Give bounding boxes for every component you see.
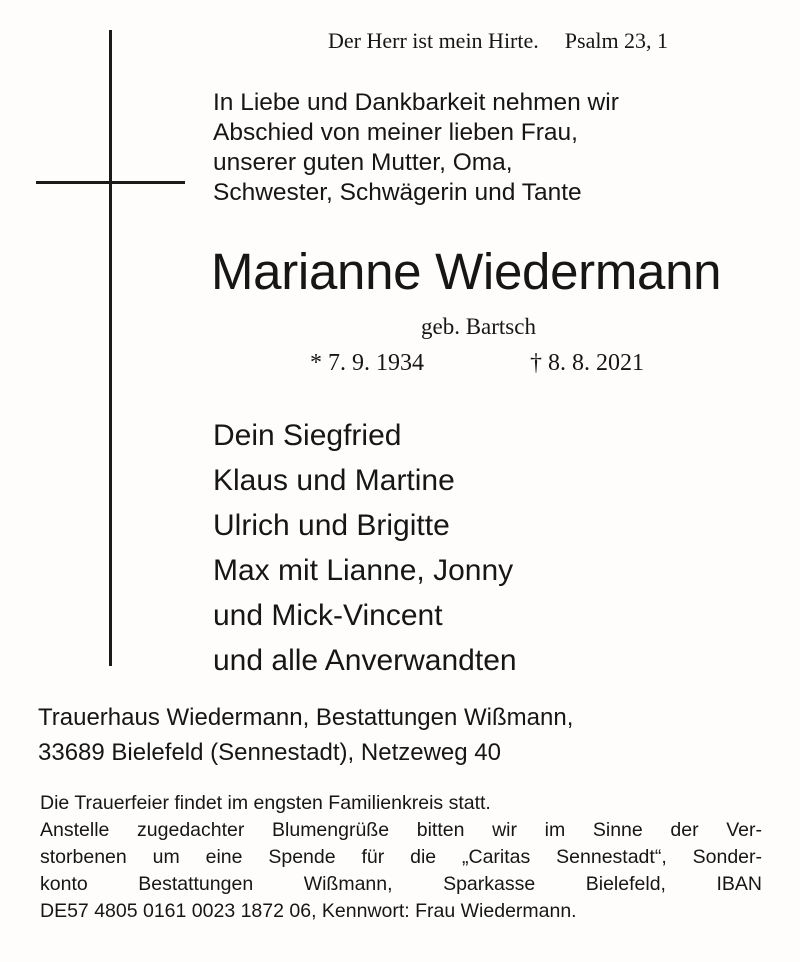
mourner-line: Klaus und Martine xyxy=(213,464,455,497)
mourning-house-address xyxy=(38,700,573,770)
deceased-name: Marianne Wiedermann xyxy=(211,243,722,300)
maiden-name: geb. Bartsch xyxy=(421,314,536,339)
mourner-line: und Mick-Vincent xyxy=(213,599,443,632)
cross-horizontal-bar xyxy=(36,181,185,184)
notice-line: Die Trauerfeier findet im engsten Familienkreis statt. xyxy=(40,792,491,814)
intro-line: Abschied von meiner lieben Frau, xyxy=(213,119,578,146)
birth-date: * 7. 9. 1934 xyxy=(310,350,424,376)
notice-line: storbenen um eine Spende für die „Caritas Sennestadt“, Sonder- xyxy=(40,846,762,868)
notice-line: DE57 4805 0161 0023 1872 06, Kennwort: Frau Wiedermann. xyxy=(40,900,577,922)
death-date: † 8. 8. 2021 xyxy=(530,350,644,376)
intro-line: In Liebe und Dankbarkeit nehmen wir xyxy=(213,89,619,116)
mourner-line: Dein Siegfried xyxy=(213,419,402,452)
mourners-list xyxy=(213,413,517,683)
notice-line: Anstelle zugedachter Blumengrüße bitten wir im Sinne der Ver- xyxy=(40,819,762,841)
verse-reference: Psalm 23, 1 xyxy=(564,28,669,53)
address-line: Trauerhaus Wiedermann, Bestattungen Wißmann, xyxy=(38,704,574,731)
cross-vertical-bar xyxy=(109,30,112,666)
intro-line: Schwester, Schwägerin und Tante xyxy=(213,179,582,206)
intro-text xyxy=(213,88,619,208)
mourner-line: und alle Anverwandten xyxy=(213,644,517,677)
mourner-line: Ulrich und Brigitte xyxy=(213,509,450,542)
intro-line: unserer guten Mutter, Oma, xyxy=(213,149,513,176)
notice-line: konto Bestattungen Wißmann, Sparkasse Bielefeld, IBAN xyxy=(40,873,762,895)
address-line: 33689 Bielefeld (Sennestadt), Netzeweg 40 xyxy=(38,739,501,766)
funeral-notice xyxy=(40,790,762,925)
verse-text: Der Herr ist mein Hirte. xyxy=(328,28,539,53)
mourner-line: Max mit Lianne, Jonny xyxy=(213,554,514,587)
bible-verse xyxy=(328,28,668,54)
